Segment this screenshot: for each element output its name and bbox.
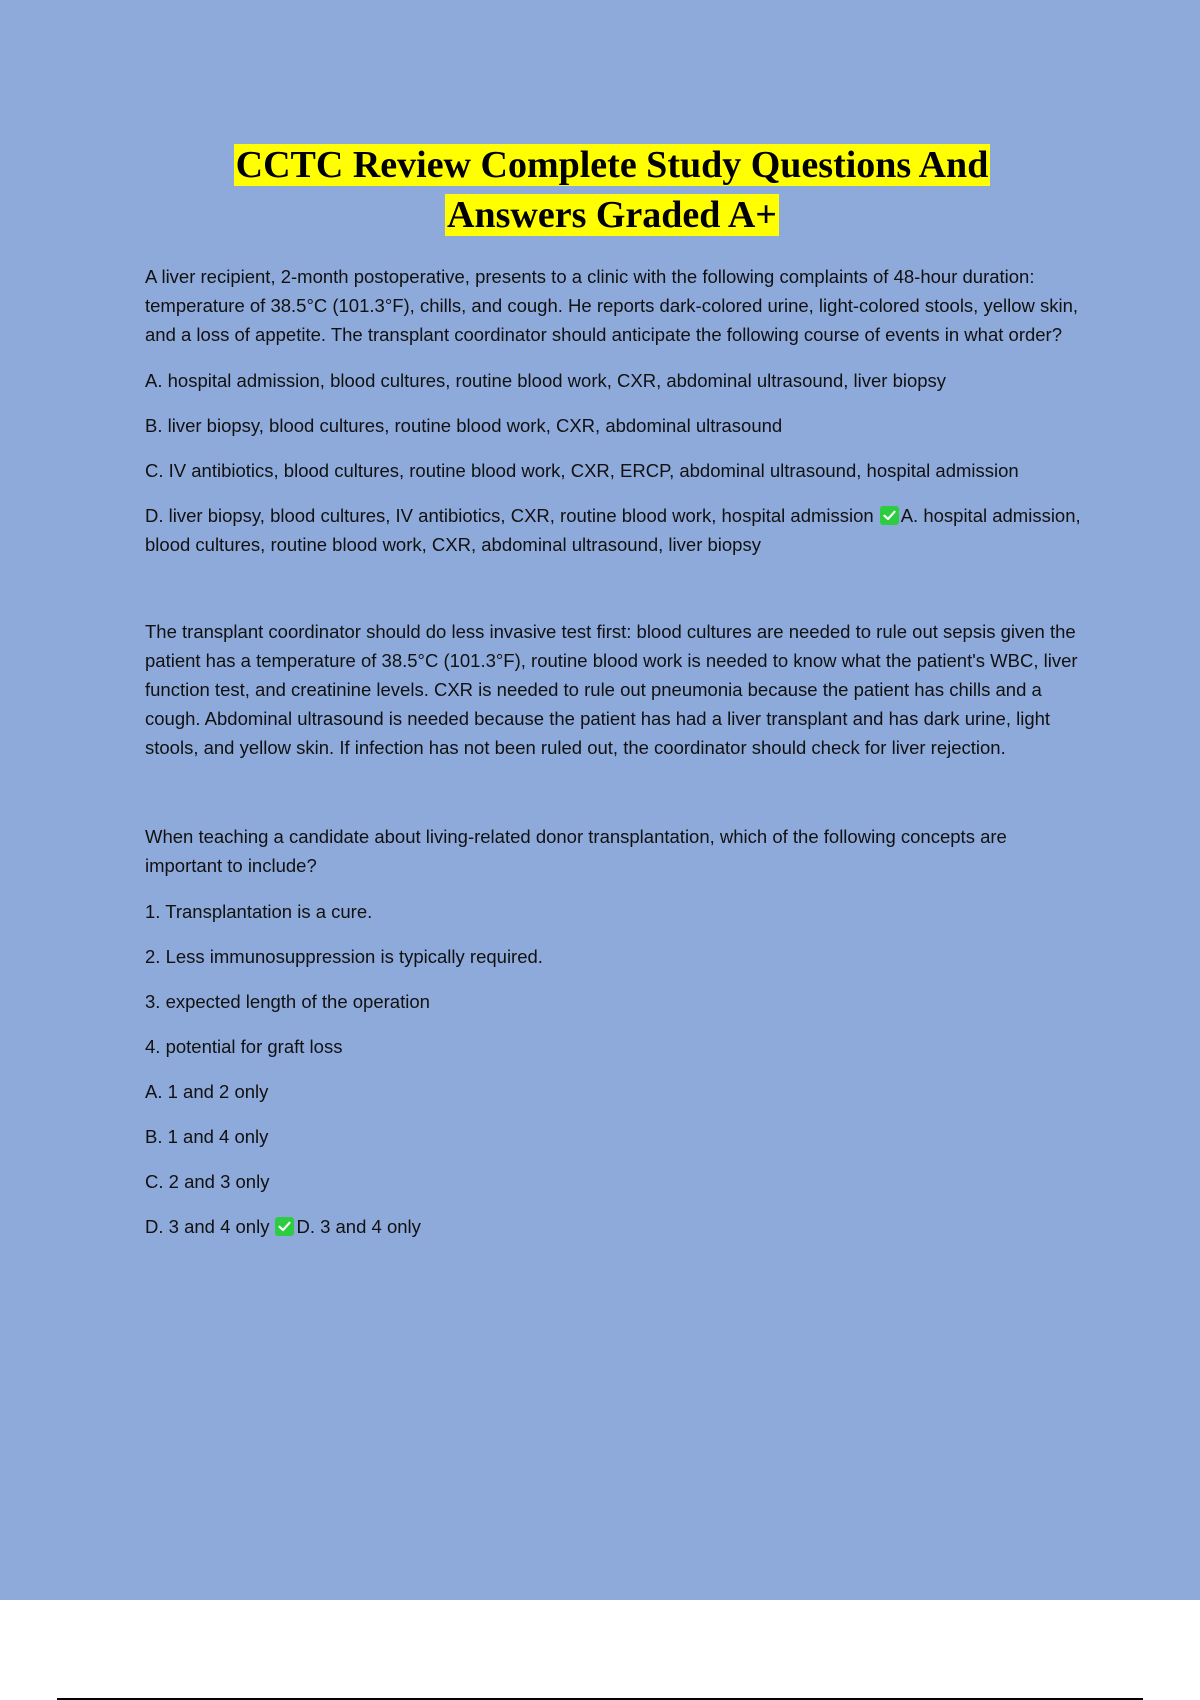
document-body (145, 140, 1085, 1257)
question-1-option-b: B. liver biopsy, blood cultures, routine blood work, CXR, abdominal ultrasound (145, 415, 783, 436)
title-line-2: Answers Graded A+ (447, 194, 777, 236)
question-1-answer: A. hospital admission, blood cultures, routine blood work, CXR, abdominal ultrasound, liver biopsy (145, 505, 1081, 555)
question-1-rationale: The transplant coordinator should do less invasive test first: blood cultures are needed to rule out sepsis given the patient has a temperature of 38.5°C (101.3°F), routine blood work is needed to know what the patient's WBC, liver function test, and creatinine levels. CXR is needed to rule out pneumonia because the patient has chills and a cough. Abdominal ultrasound is needed because the patient has had a liver transplant and has dark urine, light stools, and yellow skin. If infection has not been ruled out, the coordinator should check for liver rejection. (145, 621, 1078, 758)
question-2-text: When teaching a candidate about living-related donor transplantation, which of the following concepts are important to include? (145, 826, 1007, 876)
question-1-option-c: C. IV antibiotics, blood cultures, routine blood work, CXR, ERCP, abdominal ultrasound, hospital admission (145, 460, 1019, 481)
question-1-text: A liver recipient, 2-month postoperative, presents to a clinic with the following complaints of 48-hour duration: temperature of 38.5°C (101.3°F), chills, and cough. He reports dark-colored urine, light-colored stools, yellow skin, and a loss of appetite. The transplant coordinator should anticipate the following course of events in what order? (145, 266, 1079, 345)
question-2-item-3: 3. expected length of the operation (145, 991, 430, 1012)
check-mark-icon (880, 506, 899, 525)
document-title (139, 140, 1085, 240)
question-2-item-1: 1. Transplantation is a cure. (145, 901, 373, 922)
question-2-option-d: D. 3 and 4 only (145, 1216, 270, 1237)
question-2-option-b: B. 1 and 4 only (145, 1126, 269, 1147)
title-line-1: CCTC Review Complete Study Questions And (235, 144, 989, 186)
question-1-option-d: D. liver biopsy, blood cultures, IV antibiotics, CXR, routine blood work, hospital admission (145, 505, 874, 526)
question-2-answer: D. 3 and 4 only (296, 1216, 421, 1237)
question-2-option-c: C. 2 and 3 only (145, 1171, 270, 1192)
spacer (145, 575, 1085, 617)
question-2-item-2: 2. Less immunosuppression is typically required. (145, 946, 543, 967)
question-2-option-d-with-answer (145, 1212, 1085, 1241)
question-2-item-4: 4. potential for graft loss (145, 1036, 343, 1057)
question-2-option-a: A. 1 and 2 only (145, 1081, 269, 1102)
check-mark-icon (275, 1217, 294, 1236)
spacer (145, 762, 1085, 822)
question-1-option-a: A. hospital admission, blood cultures, routine blood work, CXR, abdominal ultrasound, liver biopsy (145, 370, 947, 391)
question-1-option-d-with-answer (145, 501, 1085, 559)
